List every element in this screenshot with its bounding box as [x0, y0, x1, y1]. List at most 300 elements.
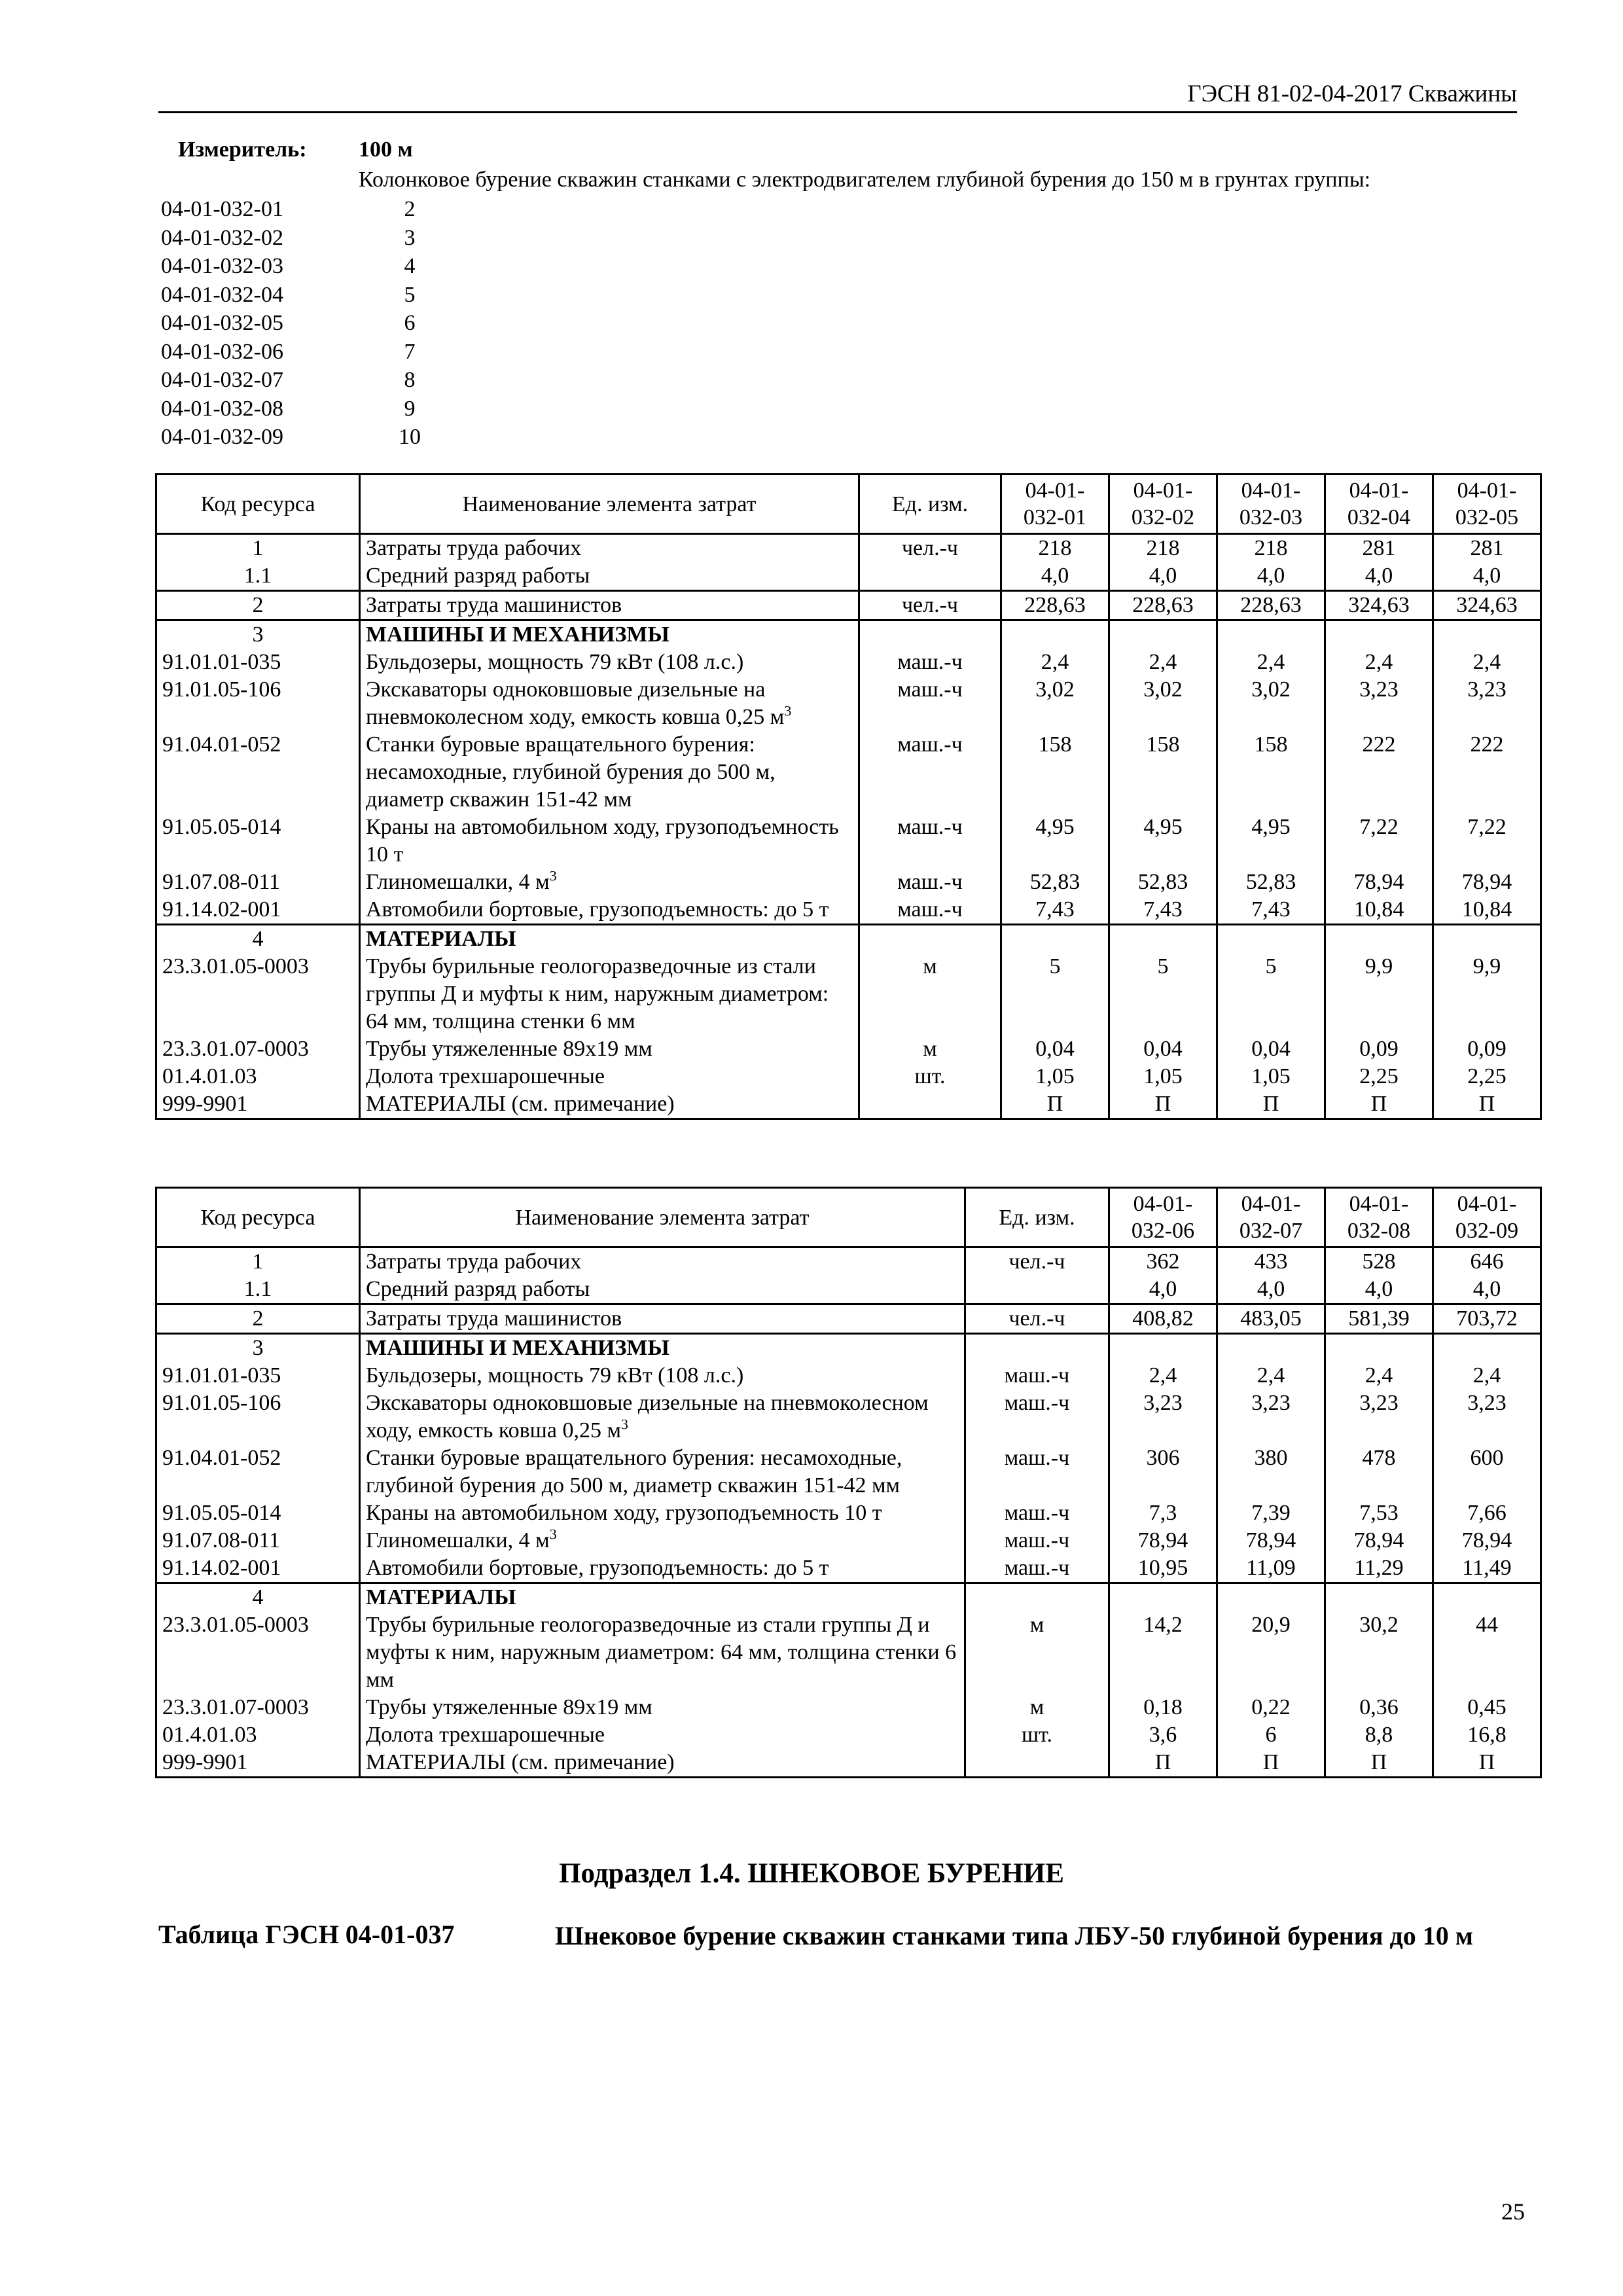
resource-value: 7,43 [1217, 896, 1325, 925]
soil-group: 6 [404, 311, 416, 335]
soil-group: 10 [399, 425, 421, 449]
resource-name: Краны на автомобильном ходу, грузоподъемность 10 т [360, 814, 859, 869]
resource-value: 158 [1001, 731, 1109, 814]
resource-name: Долота трехшарошечные [360, 1721, 965, 1749]
resource-value: 5 [1001, 953, 1109, 1035]
table-row [156, 1090, 1541, 1119]
resource-value: 0,18 [1109, 1694, 1217, 1721]
resource-value: 281 [1325, 534, 1433, 563]
resource-value: 0,04 [1001, 1035, 1109, 1063]
norm-code: 04-01-032-05 [161, 311, 283, 335]
resource-name: Трубы утяжеленные 89х19 мм [360, 1694, 965, 1721]
resource-unit: маш.-ч [965, 1499, 1109, 1527]
resource-value: 5 [1217, 953, 1325, 1035]
resource-value: 2,4 [1433, 1362, 1541, 1390]
header-norm-line2: 032-01 [1023, 505, 1087, 529]
resource-value: 2,4 [1433, 649, 1541, 676]
header-name: Наименование элемента затрат [360, 1188, 965, 1247]
resource-value: 20,9 [1217, 1611, 1325, 1694]
resource-value [1325, 620, 1433, 649]
resource-unit [859, 620, 1001, 649]
resource-value: П [1109, 1749, 1217, 1778]
table-row [156, 1304, 1541, 1334]
resource-value: П [1217, 1749, 1325, 1778]
resource-value: 30,2 [1325, 1611, 1433, 1694]
resource-name: Станки буровые вращательного бурения: несамоходные, глубиной бурения до 500 м, диаметр скважин 151-42 мм [360, 1444, 965, 1499]
resource-value: 3,02 [1109, 676, 1217, 731]
resource-unit: чел.-ч [859, 591, 1001, 620]
resource-value: 0,09 [1433, 1035, 1541, 1063]
resource-unit: шт. [859, 1063, 1001, 1090]
resource-name: МАТЕРИАЛЫ (см. примечание) [360, 1749, 965, 1778]
table-row [156, 814, 1541, 869]
table-row [156, 649, 1541, 676]
resource-value: П [1433, 1090, 1541, 1119]
header-norm-column [1217, 1188, 1325, 1247]
resource-code: 1.1 [156, 1276, 360, 1304]
table-row [156, 1554, 1541, 1583]
header-norm-column [1433, 475, 1541, 534]
resource-name: Экскаваторы одноковшовые дизельные на пневмоколесном ходу, емкость ковша 0,25 $м^3$ [360, 1390, 965, 1444]
soil-group: 8 [404, 368, 416, 392]
resource-value: 3,6 [1109, 1721, 1217, 1749]
resource-code: 23.3.01.05-0003 [156, 1611, 360, 1694]
resource-name: Затраты труда рабочих [360, 534, 859, 563]
resource-name: МАШИНЫ И МЕХАНИЗМЫ [360, 620, 859, 649]
resource-unit: маш.-ч [859, 814, 1001, 869]
header-norm-column [1109, 1188, 1217, 1247]
norm-code-row [161, 252, 429, 281]
resource-value: П [1325, 1749, 1433, 1778]
resource-value [1433, 1583, 1541, 1612]
resource-code: 91.01.05-106 [156, 676, 360, 731]
resource-value [1325, 925, 1433, 954]
resource-value: 281 [1433, 534, 1541, 563]
resource-name: Затраты труда машинистов [360, 1304, 965, 1334]
resource-value: 4,95 [1109, 814, 1217, 869]
resource-unit [965, 1276, 1109, 1304]
soil-group: 7 [404, 339, 416, 364]
resource-value: 9,9 [1325, 953, 1433, 1035]
header-norm-line1: 04-01- [1241, 478, 1301, 503]
resource-value: 4,95 [1001, 814, 1109, 869]
resource-value: 222 [1325, 731, 1433, 814]
table-row [156, 925, 1541, 954]
resource-unit: шт. [965, 1721, 1109, 1749]
resource-value: 4,0 [1217, 1276, 1325, 1304]
table-row [156, 953, 1541, 1035]
resource-name: Экскаваторы одноковшовые дизельные на пневмоколесном ходу, емкость ковша 0,25 $м^3$ [360, 676, 859, 731]
table-row [156, 1035, 1541, 1063]
resource-unit: маш.-ч [859, 649, 1001, 676]
resource-value: 324,63 [1433, 591, 1541, 620]
resource-unit: маш.-ч [859, 896, 1001, 925]
resource-value: 324,63 [1325, 591, 1433, 620]
resource-value: 10,84 [1433, 896, 1541, 925]
resource-name: Затраты труда рабочих [360, 1247, 965, 1276]
doc-title: ГЭСН 81-02-04-2017 Скважины [1187, 81, 1517, 107]
resource-unit: чел.-ч [965, 1304, 1109, 1334]
norm-code: 04-01-032-09 [161, 425, 283, 449]
meter-value: 100 м [359, 137, 413, 162]
header-code: Код ресурса [156, 475, 360, 534]
header-code: Код ресурса [156, 1188, 360, 1247]
resource-value: 483,05 [1217, 1304, 1325, 1334]
resource-value: 228,63 [1001, 591, 1109, 620]
resource-unit: маш.-ч [965, 1527, 1109, 1554]
resource-value: 3,23 [1217, 1390, 1325, 1444]
resource-value: 218 [1217, 534, 1325, 563]
header-norm-column [1001, 475, 1109, 534]
resource-code: 91.07.08-011 [156, 1527, 360, 1554]
table-header-row [156, 475, 1541, 534]
norm-code-row [161, 224, 429, 253]
resource-value: П [1109, 1090, 1217, 1119]
header-norm-line1: 04-01- [1349, 1192, 1409, 1216]
resource-name: Автомобили бортовые, грузоподъемность: до 5 т [360, 896, 859, 925]
resource-value: 3,23 [1325, 676, 1433, 731]
header-norm-line2: 032-08 [1347, 1219, 1411, 1243]
resource-value: 52,83 [1109, 869, 1217, 896]
resource-value: 10,84 [1325, 896, 1433, 925]
resource-code: 91.04.01-052 [156, 731, 360, 814]
resource-value: 7,43 [1001, 896, 1109, 925]
resource-name: МАТЕРИАЛЫ (см. примечание) [360, 1090, 859, 1119]
resource-value: 11,49 [1433, 1554, 1541, 1583]
header-norm-line2: 032-09 [1455, 1219, 1519, 1243]
next-table-title: Шнековое бурение скважин станками типа ЛБУ-50 глубиной бурения до 10 м [555, 1921, 1473, 1950]
resource-unit: чел.-ч [965, 1247, 1109, 1276]
resource-value: 528 [1325, 1247, 1433, 1276]
resource-code: 2 [156, 591, 360, 620]
resource-code: 91.05.05-014 [156, 814, 360, 869]
resource-code: 1.1 [156, 562, 360, 591]
resource-value: 78,94 [1433, 1527, 1541, 1554]
resource-value: П [1217, 1090, 1325, 1119]
resource-code: 91.14.02-001 [156, 1554, 360, 1583]
resource-value: П [1433, 1749, 1541, 1778]
resource-value: 6 [1217, 1721, 1325, 1749]
resource-unit: маш.-ч [965, 1554, 1109, 1583]
subsection-title: Подраздел 1.4. ШНЕКОВОЕ БУРЕНИЕ [559, 1858, 1064, 1889]
table-row [156, 1444, 1541, 1499]
resource-code: 23.3.01.07-0003 [156, 1694, 360, 1721]
resource-name: Краны на автомобильном ходу, грузоподъемность 10 т [360, 1499, 965, 1527]
resource-value: 0,36 [1325, 1694, 1433, 1721]
table-row [156, 896, 1541, 925]
resource-value: 8,8 [1325, 1721, 1433, 1749]
norm-code-row [161, 281, 429, 310]
resource-value: 0,04 [1109, 1035, 1217, 1063]
header-norm-line2: 032-06 [1131, 1219, 1195, 1243]
resource-value: 158 [1109, 731, 1217, 814]
resource-value: 16,8 [1433, 1721, 1541, 1749]
resource-code: 4 [156, 925, 360, 954]
resource-unit: маш.-ч [859, 731, 1001, 814]
soil-group: 4 [404, 254, 416, 278]
resource-code: 23.3.01.05-0003 [156, 953, 360, 1035]
table-row [156, 1721, 1541, 1749]
resource-code: 91.14.02-001 [156, 896, 360, 925]
table-row [156, 676, 1541, 731]
header-norm-column [1109, 475, 1217, 534]
norm-code: 04-01-032-03 [161, 254, 283, 278]
resource-value: 78,94 [1325, 1527, 1433, 1554]
resource-value [1217, 1583, 1325, 1612]
norm-code-row [161, 309, 429, 338]
resource-unit: м [965, 1694, 1109, 1721]
resource-code: 01.4.01.03 [156, 1063, 360, 1090]
header-norm-line2: 032-05 [1455, 505, 1519, 529]
resource-value: 362 [1109, 1247, 1217, 1276]
running-header [158, 77, 1517, 113]
resource-unit [965, 1749, 1109, 1778]
table-row [156, 1247, 1541, 1276]
resource-value: 4,0 [1109, 562, 1217, 591]
resource-value: 0,09 [1325, 1035, 1433, 1063]
header-norm-line1: 04-01- [1133, 1192, 1193, 1216]
resource-name: МАТЕРИАЛЫ [360, 925, 859, 954]
resource-code: 4 [156, 1583, 360, 1612]
resource-name: Трубы бурильные геологоразведочные из стали группы Д и муфты к ним, наружным диаметром: 64 мм, толщина стенки 6 мм [360, 953, 859, 1035]
resource-value [1433, 620, 1541, 649]
next-table-label: Таблица ГЭСН 04-01-037 [158, 1920, 455, 1949]
resource-name: Затраты труда машинистов [360, 591, 859, 620]
resource-value: 306 [1109, 1444, 1217, 1499]
resource-name: Трубы бурильные геологоразведочные из стали группы Д и муфты к ним, наружным диаметром: 64 мм, толщина стенки 6 мм [360, 1611, 965, 1694]
resource-value: 4,0 [1217, 562, 1325, 591]
resource-unit [965, 1334, 1109, 1363]
header-norm-line1: 04-01- [1457, 1192, 1517, 1216]
header-unit: Ед. изм. [859, 475, 1001, 534]
table-row [156, 1499, 1541, 1527]
table-row [156, 731, 1541, 814]
norm-code-row [161, 338, 429, 367]
resource-value: 14,2 [1109, 1611, 1217, 1694]
resource-value: 4,0 [1433, 1276, 1541, 1304]
resource-value: 581,39 [1325, 1304, 1433, 1334]
resource-value: 228,63 [1109, 591, 1217, 620]
resource-unit: маш.-ч [859, 676, 1001, 731]
resource-code: 01.4.01.03 [156, 1721, 360, 1749]
resource-code: 3 [156, 620, 360, 649]
header-norm-line2: 032-02 [1131, 505, 1195, 529]
resource-value: 7,22 [1325, 814, 1433, 869]
resource-value: 78,94 [1433, 869, 1541, 896]
resource-name: Средний разряд работы [360, 1276, 965, 1304]
resource-name: Бульдозеры, мощность 79 кВт (108 л.с.) [360, 1362, 965, 1390]
resource-value: 78,94 [1109, 1527, 1217, 1554]
resource-value [1109, 1334, 1217, 1363]
soil-group: 5 [404, 282, 416, 307]
resource-code: 91.05.05-014 [156, 1499, 360, 1527]
table-row [156, 869, 1541, 896]
resource-value: 3,02 [1001, 676, 1109, 731]
soil-group: 9 [404, 396, 416, 421]
resource-name: Средний разряд работы [360, 562, 859, 591]
resource-code: 91.04.01-052 [156, 1444, 360, 1499]
resource-unit [965, 1583, 1109, 1612]
resource-value [1433, 1334, 1541, 1363]
resource-unit: чел.-ч [859, 534, 1001, 563]
resource-name: Трубы утяжеленные 89х19 мм [360, 1035, 859, 1063]
resource-value: 52,83 [1001, 869, 1109, 896]
resource-value: 3,23 [1325, 1390, 1433, 1444]
resource-name: Глиномешалки, 4 $м^3$ [360, 869, 859, 896]
resource-value: 1,05 [1217, 1063, 1325, 1090]
resource-name: Станки буровые вращательного бурения: несамоходные, глубиной бурения до 500 м, диаметр скважин 151-42 мм [360, 731, 859, 814]
resource-value [1001, 620, 1109, 649]
table-row [156, 1276, 1541, 1304]
resource-value [1109, 925, 1217, 954]
resource-unit: маш.-ч [965, 1362, 1109, 1390]
resource-value: 7,3 [1109, 1499, 1217, 1527]
norm-code: 04-01-032-08 [161, 396, 283, 421]
header-norm-column [1433, 1188, 1541, 1247]
resource-value: 0,22 [1217, 1694, 1325, 1721]
header-norm-line1: 04-01- [1457, 478, 1517, 503]
resource-value: 3,02 [1217, 676, 1325, 731]
page-number: 25 [1501, 2198, 1525, 2225]
table-row [156, 1694, 1541, 1721]
resource-value: П [1325, 1090, 1433, 1119]
resource-value: 2,4 [1325, 1362, 1433, 1390]
table-row [156, 1583, 1541, 1612]
resource-value: 2,4 [1109, 1362, 1217, 1390]
table-row [156, 1527, 1541, 1554]
resource-value [1109, 620, 1217, 649]
header-norm-line1: 04-01- [1349, 478, 1409, 503]
meter-label: Измеритель: [178, 137, 307, 162]
resource-value: 478 [1325, 1444, 1433, 1499]
norm-code-row [161, 395, 429, 423]
resource-name: МАТЕРИАЛЫ [360, 1583, 965, 1612]
resource-unit [859, 562, 1001, 591]
header-name: Наименование элемента затрат [360, 475, 859, 534]
resource-unit: м [859, 953, 1001, 1035]
resource-value: 7,53 [1325, 1499, 1433, 1527]
header-unit: Ед. изм. [965, 1188, 1109, 1247]
table-row [156, 1611, 1541, 1694]
table-row [156, 591, 1541, 620]
norm-code: 04-01-032-02 [161, 225, 283, 250]
soil-group: 2 [404, 197, 416, 221]
resource-value: 0,45 [1433, 1694, 1541, 1721]
resource-value: 2,4 [1217, 649, 1325, 676]
resource-unit: м [965, 1611, 1109, 1694]
table-header-row [156, 1188, 1541, 1247]
header-norm-line1: 04-01- [1133, 478, 1193, 503]
resource-code: 23.3.01.07-0003 [156, 1035, 360, 1063]
resource-value: 3,23 [1433, 1390, 1541, 1444]
resource-value [1109, 1583, 1217, 1612]
table-row [156, 1362, 1541, 1390]
resource-value: 4,0 [1325, 1276, 1433, 1304]
header-norm-column [1217, 475, 1325, 534]
resource-code: 1 [156, 534, 360, 563]
norm-code-row [161, 195, 429, 224]
table-row [156, 562, 1541, 591]
resource-value: 4,95 [1217, 814, 1325, 869]
resource-value: 2,4 [1109, 649, 1217, 676]
resource-value: 78,94 [1217, 1527, 1325, 1554]
resource-name: Автомобили бортовые, грузоподъемность: до 5 т [360, 1554, 965, 1583]
resource-code: 3 [156, 1334, 360, 1363]
resource-value: 3,23 [1109, 1390, 1217, 1444]
resource-value: 0,04 [1217, 1035, 1325, 1063]
resource-value: 4,0 [1433, 562, 1541, 591]
resource-value: 4,0 [1109, 1276, 1217, 1304]
resource-value: П [1001, 1090, 1109, 1119]
resource-code: 2 [156, 1304, 360, 1334]
resource-value: 9,9 [1433, 953, 1541, 1035]
norm-code-list [161, 195, 429, 452]
resource-unit: маш.-ч [965, 1444, 1109, 1499]
resource-table-2 [155, 1187, 1542, 1778]
norm-code-row [161, 366, 429, 395]
norm-code: 04-01-032-01 [161, 197, 283, 221]
table-row [156, 1063, 1541, 1090]
resource-code: 91.01.01-035 [156, 649, 360, 676]
resource-value: 4,0 [1325, 562, 1433, 591]
resource-unit: маш.-ч [965, 1390, 1109, 1444]
header-norm-line1: 04-01- [1025, 478, 1085, 503]
resource-value: 78,94 [1325, 869, 1433, 896]
resource-value: 52,83 [1217, 869, 1325, 896]
resource-value: 2,4 [1001, 649, 1109, 676]
resource-value [1217, 925, 1325, 954]
resource-name: Долота трехшарошечные [360, 1063, 859, 1090]
header-norm-line2: 032-03 [1239, 505, 1303, 529]
resource-value: 408,82 [1109, 1304, 1217, 1334]
header-norm-column [1325, 475, 1433, 534]
norm-code: 04-01-032-07 [161, 368, 283, 392]
norm-code: 04-01-032-06 [161, 339, 283, 364]
resource-code: 91.01.05-106 [156, 1390, 360, 1444]
header-norm-line1: 04-01- [1241, 1192, 1301, 1216]
resource-table-1 [155, 473, 1542, 1120]
resource-value: 433 [1217, 1247, 1325, 1276]
resource-value: 1,05 [1001, 1063, 1109, 1090]
meter-description: Колонковое бурение скважин станками с электродвигателем глубиной бурения до 150 м в грунтах группы: [359, 168, 1371, 192]
resource-unit [859, 925, 1001, 954]
table-row [156, 1390, 1541, 1444]
norm-code-row [161, 423, 429, 452]
resource-value: 7,22 [1433, 814, 1541, 869]
resource-value: 380 [1217, 1444, 1325, 1499]
resource-value: 228,63 [1217, 591, 1325, 620]
resource-code: 91.01.01-035 [156, 1362, 360, 1390]
resource-code: 999-9901 [156, 1090, 360, 1119]
resource-value: 44 [1433, 1611, 1541, 1694]
resource-value: 4,0 [1001, 562, 1109, 591]
resource-unit [859, 1090, 1001, 1119]
resource-value: 3,23 [1433, 676, 1541, 731]
resource-value: 11,29 [1325, 1554, 1433, 1583]
resource-name: Бульдозеры, мощность 79 кВт (108 л.с.) [360, 649, 859, 676]
table-row [156, 534, 1541, 563]
resource-code: 999-9901 [156, 1749, 360, 1778]
table-row [156, 620, 1541, 649]
resource-value: 2,25 [1433, 1063, 1541, 1090]
table-row [156, 1749, 1541, 1778]
resource-value: 222 [1433, 731, 1541, 814]
table-row [156, 1334, 1541, 1363]
resource-value [1433, 925, 1541, 954]
header-norm-line2: 032-07 [1239, 1219, 1303, 1243]
resource-value: 703,72 [1433, 1304, 1541, 1334]
resource-value [1217, 620, 1325, 649]
